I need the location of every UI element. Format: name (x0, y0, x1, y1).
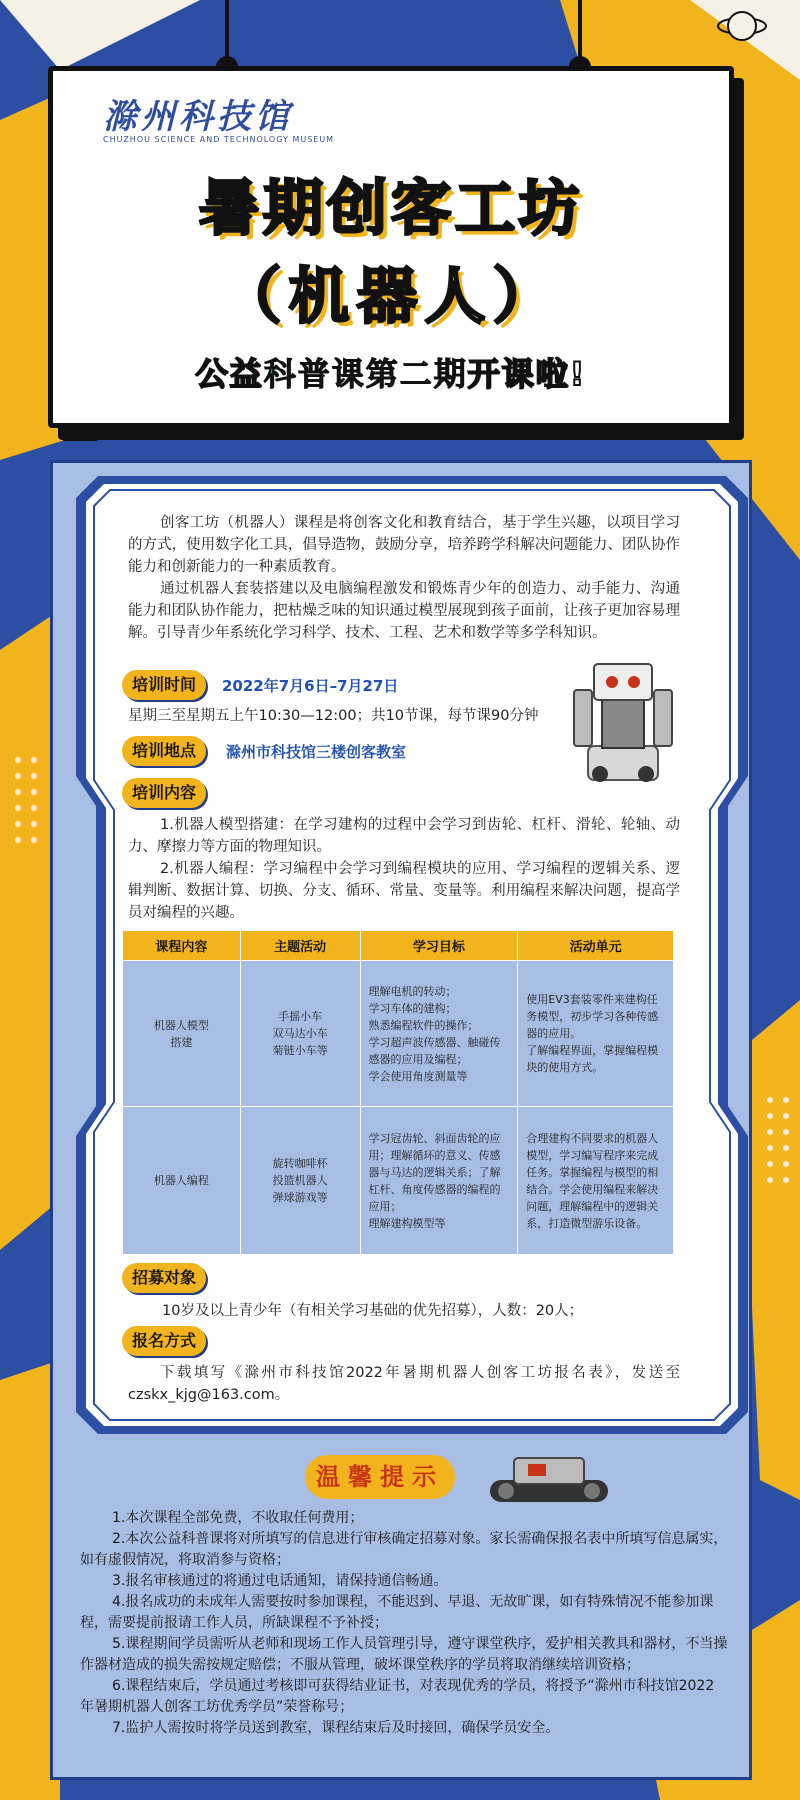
intro-paragraph-2: 通过机器人套装搭建以及电脑编程激发和锻炼青少年的创造力、动手能力、沟通能力和团队协作能力，把枯燥乏味的知识通过模型展现到孩子面前，让孩子更加容易理解。引导青少年系统化学习科学、技术、工程、艺术和数学等多学科知识。 (128, 581, 680, 641)
table-header-cell: 学习目标 (360, 931, 518, 961)
table-row (123, 961, 674, 1107)
training-place-tag: 培训地点 (122, 736, 206, 766)
recruit-tag: 招募对象 (122, 1263, 206, 1293)
headline-subtitle (53, 349, 729, 395)
main-title-sub: （机器人） (221, 262, 561, 332)
intro-paragraph-1: 创客工坊（机器人）课程是将创客文化和教育结合，基于学生兴趣，以项目学习的方式，使用数字化工具，倡导造物，鼓励分享，培养跨学科解决问题能力、团队协作能力和创新能力的一种素质教育。 (128, 515, 680, 575)
tips-list (80, 1508, 728, 1739)
tip-item: 7.监护人需按时将学员送到教室，课程结束后及时接回，确保学员安全。 (112, 1720, 560, 1736)
training-time-value: 2022年7月6日–7月27日 (222, 677, 399, 695)
tip-item: 2.本次公益科普课将对所填写的信息进行审核确定招募对象。家长需确保报名表中所填写信息属实，如有虚假情况，将取消参与资格； (80, 1531, 728, 1568)
training-time-tag: 培训时间 (122, 670, 206, 700)
tip-item: 1.本次课程全部免费，不收取任何费用； (112, 1510, 364, 1526)
table-cell-theme: 手摇小车 双马达小车 菊链小车等 (240, 961, 360, 1107)
table-cell-theme: 旋转咖啡杯 投篮机器人 弹球游戏等 (240, 1107, 360, 1255)
table-header-cell: 课程内容 (123, 931, 241, 961)
main-title: 暑期创客工坊 (199, 174, 583, 244)
table-cell-course: 机器人编程 (123, 1107, 241, 1255)
table-header-row (123, 931, 674, 961)
tip-item: 3.报名审核通过的将通过电话通知，请保持通信畅通。 (112, 1573, 448, 1589)
table-cell-goal: 理解电机的转动； 学习车体的建构； 熟悉编程软件的操作； 学习超声波传感器、触碰传感器的应用及编程； 学会使用角度测量等 (360, 961, 518, 1107)
subtitle-part-1: 公益 (195, 355, 264, 393)
robot-vehicle-illustration (484, 1450, 614, 1510)
tip-item: 4.报名成功的未成年人需要按时参加课程，不能迟到、早退、无故旷课，如有特殊情况不能参加课程，需要提前报请工作人员，所缺课程不予补授； (80, 1594, 714, 1631)
tip-item: 6.课程结束后，学员通过考核即可获得结业证书，对表现优秀的学员，将授予“滁州市科技馆2022年暑期机器人创客工坊优秀学员”荣誉称号； (80, 1678, 715, 1715)
course-table (122, 930, 674, 1255)
subtitle-part-2: 科普课第二期 (263, 355, 468, 393)
table-cell-course: 机器人模型 搭建 (123, 961, 241, 1107)
tips-title: 温馨提示 (305, 1455, 455, 1499)
training-content-item-2: 2.机器人编程：学习编程中会学习到编程模块的应用、学习编程的逻辑关系、逻辑判断、数据计算、切换、分支、循环、常量、变量等。利用编程来解决问题，提高学员对编程的兴趣。 (128, 861, 680, 921)
training-time-detail: 星期三至星期五上午10:30—12:00；共10节课，每节课90分钟 (128, 708, 539, 724)
museum-logo-english: CHUZHOU SCIENCE AND TECHNOLOGY MUSEUM (103, 135, 335, 144)
table-header-cell: 活动单元 (518, 931, 674, 961)
signup-tag: 报名方式 (122, 1326, 206, 1356)
training-place-value: 滁州市科技馆三楼创客教室 (226, 743, 407, 761)
robot-illustration (568, 650, 678, 790)
table-cell-unit: 使用EV3套装零件来建构任务模型，初步学习各种传感器的应用。 了解编程界面，掌握编程模块的使用方式。 (518, 961, 674, 1107)
tip-item: 5.课程期间学员需听从老师和现场工作人员管理引导，遵守课堂秩序，爱护相关教具和器材，不当操作器材造成的损失需按规定赔偿；不服从管理，破坏课堂秩序的学员将取消继续培训资格； (80, 1636, 728, 1673)
museum-logo-text: 滁州科技馆 (103, 97, 293, 137)
table-row (123, 1107, 674, 1255)
table-cell-unit: 合理建构不同要求的机器人模型，学习编写程序来完成任务。掌握编程与模型的相结合。学会使用编程来解决问题，理解编程中的逻辑关系，打造微型游乐设备。 (518, 1107, 674, 1255)
recruit-text: 10岁及以上青少年（有相关学习基础的优先招募），人数：20人； (162, 1303, 584, 1319)
table-cell-goal: 学习冠齿轮、斜面齿轮的应用；理解循环的意义、传感器与马达的逻辑关系；了解杠杆、角度传感器的编程的应用； 理解建构模型等 (360, 1107, 518, 1255)
table-header-cell: 主题活动 (240, 931, 360, 961)
signup-text: 下载填写《滁州市科技馆2022年暑期机器人创客工坊报名表》，发送至czskx_kjg@163.com。 (128, 1365, 680, 1403)
training-content-tag: 培训内容 (122, 778, 206, 808)
subtitle-part-3: 开课啦! (467, 355, 587, 393)
training-content-item-1: 1.机器人模型搭建：在学习建构的过程中会学习到齿轮、杠杆、滑轮、轮轴、动力、摩擦力等方面的物理知识。 (128, 817, 680, 855)
header-card (48, 66, 734, 428)
